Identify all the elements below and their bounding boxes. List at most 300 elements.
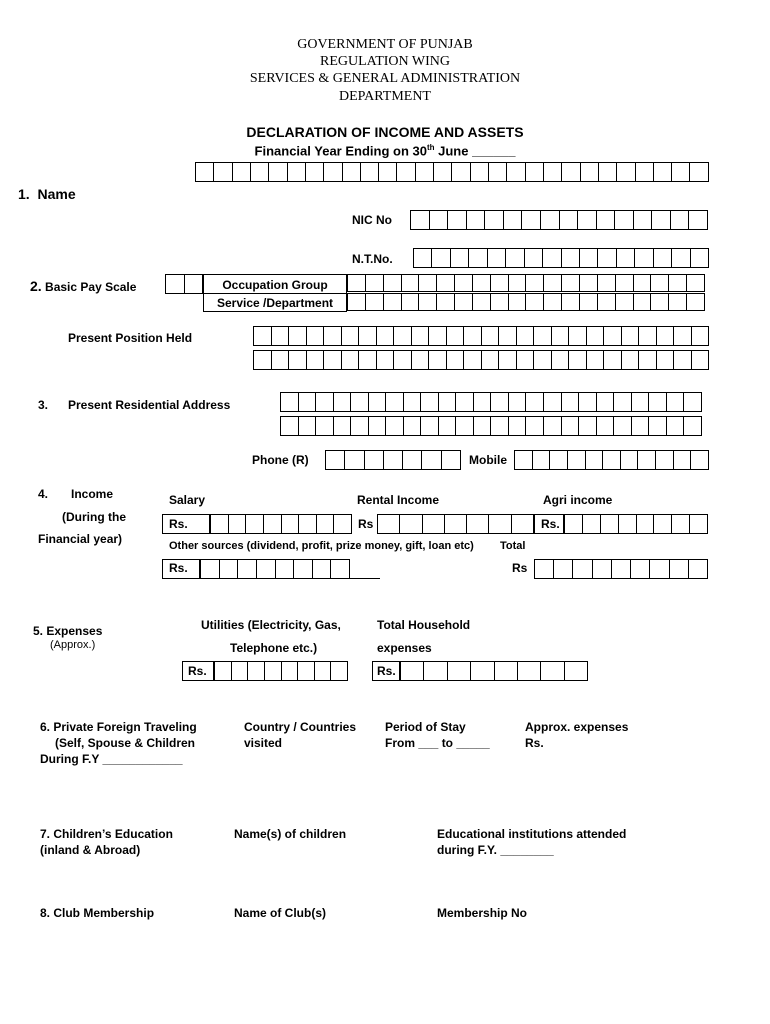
input-box-cell[interactable] — [421, 416, 439, 436]
input-box-cell[interactable] — [687, 293, 705, 311]
input-box-cell[interactable] — [272, 350, 290, 370]
input-box-cell[interactable] — [456, 392, 474, 412]
input-box-cell[interactable] — [294, 559, 313, 579]
input-box-cell[interactable] — [326, 450, 345, 470]
input-box-cell[interactable] — [554, 559, 573, 579]
input-box-cell[interactable] — [343, 162, 361, 182]
input-box-cell[interactable] — [491, 416, 509, 436]
total-input-boxes[interactable] — [534, 559, 709, 579]
input-box-cell[interactable] — [445, 514, 467, 534]
input-box-cell[interactable] — [672, 162, 690, 182]
input-box-cell[interactable] — [419, 274, 437, 292]
name-input-boxes[interactable] — [195, 162, 710, 182]
input-box-cell[interactable] — [254, 350, 272, 370]
input-box-cell[interactable] — [282, 661, 299, 681]
agri-rs: Rs. — [541, 517, 560, 531]
input-box-cell[interactable] — [473, 293, 491, 311]
input-box-cell[interactable] — [211, 514, 229, 534]
input-box-cell[interactable] — [384, 293, 402, 311]
subtitle-prefix: Financial Year Ending on 30 — [254, 143, 427, 159]
input-box-cell[interactable] — [562, 293, 580, 311]
input-box-cell[interactable] — [359, 350, 377, 370]
input-box-cell[interactable] — [464, 350, 482, 370]
input-box-cell[interactable] — [544, 274, 562, 292]
rental-input-boxes[interactable] — [377, 514, 535, 534]
input-box-cell[interactable] — [544, 392, 562, 412]
input-box-cell[interactable] — [684, 416, 702, 436]
input-box-cell[interactable] — [416, 162, 434, 182]
input-box-cell[interactable] — [402, 274, 420, 292]
input-box-cell[interactable] — [299, 392, 317, 412]
input-box-cell[interactable] — [499, 350, 517, 370]
input-box-cell[interactable] — [578, 210, 597, 230]
input-box-cell[interactable] — [215, 661, 232, 681]
input-box-cell[interactable] — [482, 326, 500, 346]
household-input-boxes[interactable] — [400, 661, 589, 681]
input-box-cell[interactable] — [307, 326, 325, 346]
input-box-cell[interactable] — [185, 274, 204, 294]
input-box-cell[interactable] — [214, 162, 232, 182]
input-box-cell[interactable] — [674, 326, 692, 346]
input-box-cell[interactable] — [670, 559, 689, 579]
input-box-cell[interactable] — [512, 514, 534, 534]
input-box-cell[interactable] — [342, 326, 360, 346]
input-box-cell[interactable] — [671, 210, 690, 230]
input-box-cell[interactable] — [351, 416, 369, 436]
input-box-cell[interactable] — [506, 248, 524, 268]
input-box-cell[interactable] — [622, 350, 640, 370]
input-box-cell[interactable] — [599, 162, 617, 182]
input-box-cell[interactable] — [495, 661, 518, 681]
input-box-cell[interactable] — [631, 559, 650, 579]
input-box-cell[interactable] — [299, 416, 317, 436]
input-box-cell[interactable] — [451, 248, 469, 268]
input-box-cell[interactable] — [488, 248, 506, 268]
input-box-cell[interactable] — [334, 416, 352, 436]
input-box-cell[interactable] — [334, 392, 352, 412]
input-box-cell[interactable] — [248, 661, 265, 681]
input-box-cell[interactable] — [601, 514, 619, 534]
input-box-cell[interactable] — [455, 293, 473, 311]
input-box-cell[interactable] — [615, 210, 634, 230]
input-box-cell[interactable] — [316, 416, 334, 436]
input-box-cell[interactable] — [452, 162, 470, 182]
input-box-cell[interactable] — [313, 559, 332, 579]
input-box-cell[interactable] — [534, 350, 552, 370]
input-box-cell[interactable] — [597, 210, 616, 230]
input-box-cell[interactable] — [632, 392, 650, 412]
input-box-cell[interactable] — [580, 248, 598, 268]
input-box-cell[interactable] — [526, 293, 544, 311]
input-box-cell[interactable] — [604, 350, 622, 370]
input-box-cell[interactable] — [386, 392, 404, 412]
nt-input-boxes[interactable] — [413, 248, 710, 268]
input-box-cell[interactable] — [404, 392, 422, 412]
input-box-cell[interactable] — [654, 162, 672, 182]
input-box-cell[interactable] — [634, 210, 653, 230]
input-box-cell[interactable] — [411, 210, 430, 230]
input-box-cell[interactable] — [401, 661, 424, 681]
input-box-cell[interactable] — [517, 326, 535, 346]
input-box-cell[interactable] — [404, 416, 422, 436]
input-box-cell[interactable] — [533, 450, 551, 470]
input-box-cell[interactable] — [672, 248, 690, 268]
input-box-cell[interactable] — [400, 514, 422, 534]
input-box-cell[interactable] — [345, 450, 364, 470]
input-box-cell[interactable] — [598, 293, 616, 311]
input-box-cell[interactable] — [634, 274, 652, 292]
input-box-cell[interactable] — [617, 162, 635, 182]
input-box-cell[interactable] — [562, 248, 580, 268]
input-box-cell[interactable] — [359, 326, 377, 346]
input-box-cell[interactable] — [639, 350, 657, 370]
input-box-cell[interactable] — [412, 350, 430, 370]
utilities-label-1: Utilities (Electricity, Gas, — [201, 618, 341, 632]
input-box-cell[interactable] — [324, 326, 342, 346]
input-box-cell[interactable] — [324, 350, 342, 370]
input-box-cell[interactable] — [604, 326, 622, 346]
input-box-cell[interactable] — [471, 661, 494, 681]
input-box-cell[interactable] — [394, 326, 412, 346]
input-box-cell[interactable] — [541, 210, 560, 230]
input-box-cell[interactable] — [581, 162, 599, 182]
input-box-cell[interactable] — [257, 559, 276, 579]
input-box-cell[interactable] — [654, 514, 672, 534]
input-box-cell[interactable] — [541, 661, 564, 681]
input-box-cell[interactable] — [220, 559, 239, 579]
input-box-cell[interactable] — [331, 661, 348, 681]
input-box-cell[interactable] — [517, 350, 535, 370]
input-box-cell[interactable] — [402, 293, 420, 311]
input-box-cell[interactable] — [429, 350, 447, 370]
input-box-cell[interactable] — [442, 450, 461, 470]
address-input-boxes-2[interactable] — [280, 416, 703, 436]
input-box-cell[interactable] — [369, 392, 387, 412]
input-box-cell[interactable] — [573, 559, 592, 579]
agri-label: Agri income — [543, 493, 613, 507]
input-box-cell[interactable] — [544, 416, 562, 436]
input-box-cell[interactable] — [499, 326, 517, 346]
input-box-cell[interactable] — [579, 392, 597, 412]
input-box-cell[interactable] — [238, 559, 257, 579]
input-box-cell[interactable] — [316, 392, 334, 412]
input-box-cell[interactable] — [361, 162, 379, 182]
input-box-cell[interactable] — [233, 162, 251, 182]
input-box-cell[interactable] — [317, 514, 335, 534]
input-box-cell[interactable] — [422, 450, 441, 470]
input-box-cell[interactable] — [331, 559, 350, 579]
input-box-cell[interactable] — [366, 274, 384, 292]
input-box-cell[interactable] — [651, 274, 669, 292]
input-box-cell[interactable] — [690, 162, 708, 182]
input-box-cell[interactable] — [649, 416, 667, 436]
input-box-cell[interactable] — [448, 210, 467, 230]
input-box-cell[interactable] — [674, 350, 692, 370]
input-box-cell[interactable] — [617, 248, 635, 268]
input-box-cell[interactable] — [656, 450, 674, 470]
input-box-cell[interactable] — [166, 274, 185, 294]
input-box-cell[interactable] — [264, 514, 282, 534]
input-box-cell[interactable] — [272, 326, 290, 346]
input-box-cell[interactable] — [657, 326, 675, 346]
input-box-cell[interactable] — [597, 416, 615, 436]
input-box-cell[interactable] — [348, 293, 366, 311]
salary-input-boxes[interactable] — [210, 514, 353, 534]
input-box-cell[interactable] — [691, 450, 709, 470]
input-box-cell[interactable] — [439, 416, 457, 436]
utilities-input-boxes[interactable] — [214, 661, 349, 681]
input-box-cell[interactable] — [377, 326, 395, 346]
input-box-cell[interactable] — [692, 350, 710, 370]
input-box-cell[interactable] — [565, 514, 583, 534]
input-box-cell[interactable] — [307, 350, 325, 370]
input-box-cell[interactable] — [378, 514, 400, 534]
input-box-cell[interactable] — [569, 326, 587, 346]
input-box-cell[interactable] — [535, 559, 554, 579]
input-box-cell[interactable] — [598, 274, 616, 292]
input-box-cell[interactable] — [614, 416, 632, 436]
input-box-cell[interactable] — [534, 326, 552, 346]
input-box-cell[interactable] — [276, 559, 295, 579]
input-box-cell[interactable] — [491, 293, 509, 311]
input-box-cell[interactable] — [598, 248, 616, 268]
input-box-cell[interactable] — [603, 450, 621, 470]
input-box-cell[interactable] — [289, 326, 307, 346]
input-box-cell[interactable] — [474, 416, 492, 436]
input-box-cell[interactable] — [526, 274, 544, 292]
input-box-cell[interactable] — [491, 274, 509, 292]
agri-input-boxes[interactable] — [564, 514, 709, 534]
input-box-cell[interactable] — [299, 514, 317, 534]
input-box-cell[interactable] — [377, 350, 395, 370]
input-box-cell[interactable] — [348, 274, 366, 292]
input-box-cell[interactable] — [691, 248, 709, 268]
input-box-cell[interactable] — [654, 248, 672, 268]
occupation-input-boxes[interactable] — [347, 274, 706, 292]
input-box-cell[interactable] — [437, 274, 455, 292]
input-box-cell[interactable] — [550, 450, 568, 470]
input-box-cell[interactable] — [560, 210, 579, 230]
input-box-cell[interactable] — [448, 661, 471, 681]
input-box-cell[interactable] — [447, 350, 465, 370]
input-box-cell[interactable] — [674, 450, 692, 470]
input-box-cell[interactable] — [616, 293, 634, 311]
input-box-cell[interactable] — [580, 293, 598, 311]
input-box-cell[interactable] — [586, 450, 604, 470]
input-box-cell[interactable] — [650, 559, 669, 579]
input-box-cell[interactable] — [412, 326, 430, 346]
input-box-cell[interactable] — [421, 392, 439, 412]
input-box-cell[interactable] — [369, 416, 387, 436]
input-box-cell[interactable] — [619, 514, 637, 534]
input-box-cell[interactable] — [687, 274, 705, 292]
input-box-cell[interactable] — [634, 293, 652, 311]
input-box-cell[interactable] — [201, 559, 220, 579]
input-box-cell[interactable] — [489, 514, 511, 534]
input-box-cell[interactable] — [689, 210, 708, 230]
input-box-cell[interactable] — [432, 248, 450, 268]
input-box-cell[interactable] — [434, 162, 452, 182]
input-box-cell[interactable] — [232, 661, 249, 681]
input-box-cell[interactable] — [334, 514, 352, 534]
input-box-cell[interactable] — [657, 350, 675, 370]
input-box-cell[interactable] — [384, 274, 402, 292]
input-box-cell[interactable] — [397, 162, 415, 182]
input-box-cell[interactable] — [593, 559, 612, 579]
input-box-cell[interactable] — [455, 274, 473, 292]
input-box-cell[interactable] — [587, 326, 605, 346]
input-box-cell[interactable] — [616, 274, 634, 292]
input-box-cell[interactable] — [485, 210, 504, 230]
input-box-cell[interactable] — [597, 392, 615, 412]
input-box-cell[interactable] — [669, 293, 687, 311]
input-box-cell[interactable] — [509, 274, 527, 292]
input-box-cell[interactable] — [522, 210, 541, 230]
nic-input-boxes[interactable] — [410, 210, 709, 230]
input-box-cell[interactable] — [469, 248, 487, 268]
input-box-cell[interactable] — [482, 350, 500, 370]
input-box-cell[interactable] — [518, 661, 541, 681]
input-box-cell[interactable] — [437, 293, 455, 311]
input-box-cell[interactable] — [424, 661, 447, 681]
input-box-cell[interactable] — [504, 210, 523, 230]
input-box-cell[interactable] — [509, 392, 527, 412]
input-box-cell[interactable] — [423, 514, 445, 534]
input-box-cell[interactable] — [562, 416, 580, 436]
input-box-cell[interactable] — [636, 162, 654, 182]
input-box-cell[interactable] — [281, 416, 299, 436]
input-box-cell[interactable] — [632, 416, 650, 436]
input-box-cell[interactable] — [489, 162, 507, 182]
input-box-cell[interactable] — [419, 293, 437, 311]
input-box-cell[interactable] — [544, 162, 562, 182]
input-box-cell[interactable] — [565, 661, 588, 681]
phone-input-boxes[interactable] — [325, 450, 462, 470]
input-box-cell[interactable] — [637, 514, 655, 534]
input-box-cell[interactable] — [635, 248, 653, 268]
input-box-cell[interactable] — [246, 514, 264, 534]
input-box-cell[interactable] — [562, 392, 580, 412]
input-box-cell[interactable] — [684, 392, 702, 412]
input-box-cell[interactable] — [471, 162, 489, 182]
input-box-cell[interactable] — [379, 162, 397, 182]
input-box-cell[interactable] — [464, 326, 482, 346]
input-box-cell[interactable] — [667, 392, 685, 412]
input-box-cell[interactable] — [525, 248, 543, 268]
input-box-cell[interactable] — [430, 210, 449, 230]
input-box-cell[interactable] — [365, 450, 384, 470]
input-box-cell[interactable] — [429, 326, 447, 346]
position-input-boxes-1[interactable] — [253, 326, 710, 346]
input-box-cell[interactable] — [229, 514, 247, 534]
input-box-cell[interactable] — [403, 450, 422, 470]
input-box-cell[interactable] — [689, 559, 708, 579]
input-box-cell[interactable] — [515, 450, 533, 470]
input-box-cell[interactable] — [298, 661, 315, 681]
input-box-cell[interactable] — [467, 514, 489, 534]
input-box-cell[interactable] — [614, 392, 632, 412]
other-input-boxes[interactable] — [200, 559, 351, 579]
input-box-cell[interactable] — [692, 326, 710, 346]
input-box-cell[interactable] — [583, 514, 601, 534]
input-box-cell[interactable] — [552, 350, 570, 370]
input-box-cell[interactable] — [282, 514, 300, 534]
input-box-cell[interactable] — [386, 416, 404, 436]
input-box-cell[interactable] — [569, 350, 587, 370]
input-box-cell[interactable] — [552, 326, 570, 346]
input-box-cell[interactable] — [562, 274, 580, 292]
input-box-cell[interactable] — [289, 350, 307, 370]
input-box-cell[interactable] — [251, 162, 269, 182]
input-box-cell[interactable] — [196, 162, 214, 182]
input-box-cell[interactable] — [342, 350, 360, 370]
bps-input-boxes[interactable] — [165, 274, 204, 294]
input-box-cell[interactable] — [324, 162, 342, 182]
input-box-cell[interactable] — [580, 274, 598, 292]
input-box-cell[interactable] — [526, 162, 544, 182]
input-box-cell[interactable] — [254, 326, 272, 346]
input-box-cell[interactable] — [507, 162, 525, 182]
input-box-cell[interactable] — [269, 162, 287, 182]
input-box-cell[interactable] — [456, 416, 474, 436]
input-box-cell[interactable] — [638, 450, 656, 470]
input-box-cell[interactable] — [474, 392, 492, 412]
input-box-cell[interactable] — [315, 661, 332, 681]
input-box-cell[interactable] — [467, 210, 486, 230]
input-box-cell[interactable] — [288, 162, 306, 182]
input-box-cell[interactable] — [544, 293, 562, 311]
address-input-boxes-1[interactable] — [280, 392, 703, 412]
input-box-cell[interactable] — [622, 326, 640, 346]
input-box-cell[interactable] — [414, 248, 432, 268]
input-box-cell[interactable] — [568, 450, 586, 470]
input-box-cell[interactable] — [509, 293, 527, 311]
input-box-cell[interactable] — [384, 450, 403, 470]
input-box-cell[interactable] — [543, 248, 561, 268]
input-box-cell[interactable] — [306, 162, 324, 182]
input-box-cell[interactable] — [669, 274, 687, 292]
input-box-cell[interactable] — [447, 326, 465, 346]
input-box-cell[interactable] — [351, 392, 369, 412]
mobile-input-boxes[interactable] — [514, 450, 710, 470]
input-box-cell[interactable] — [526, 392, 544, 412]
position-input-boxes-2[interactable] — [253, 350, 710, 370]
input-box-cell[interactable] — [651, 293, 669, 311]
input-box-cell[interactable] — [639, 326, 657, 346]
input-box-cell[interactable] — [562, 162, 580, 182]
input-box-cell[interactable] — [649, 392, 667, 412]
input-box-cell[interactable] — [394, 350, 412, 370]
input-box-cell[interactable] — [265, 661, 282, 681]
input-box-cell[interactable] — [652, 210, 671, 230]
input-box-cell[interactable] — [473, 274, 491, 292]
input-box-cell[interactable] — [281, 392, 299, 412]
input-box-cell[interactable] — [579, 416, 597, 436]
input-box-cell[interactable] — [612, 559, 631, 579]
input-box-cell[interactable] — [672, 514, 690, 534]
input-box-cell[interactable] — [439, 392, 457, 412]
input-box-cell[interactable] — [667, 416, 685, 436]
input-box-cell[interactable] — [366, 293, 384, 311]
input-box-cell[interactable] — [491, 392, 509, 412]
input-box-cell[interactable] — [587, 350, 605, 370]
input-box-cell[interactable] — [526, 416, 544, 436]
input-box-cell[interactable] — [690, 514, 708, 534]
service-input-boxes[interactable] — [347, 293, 706, 311]
club-membership-label: 8. Club Membership — [40, 906, 155, 920]
input-box-cell[interactable] — [509, 416, 527, 436]
input-box-cell[interactable] — [621, 450, 639, 470]
